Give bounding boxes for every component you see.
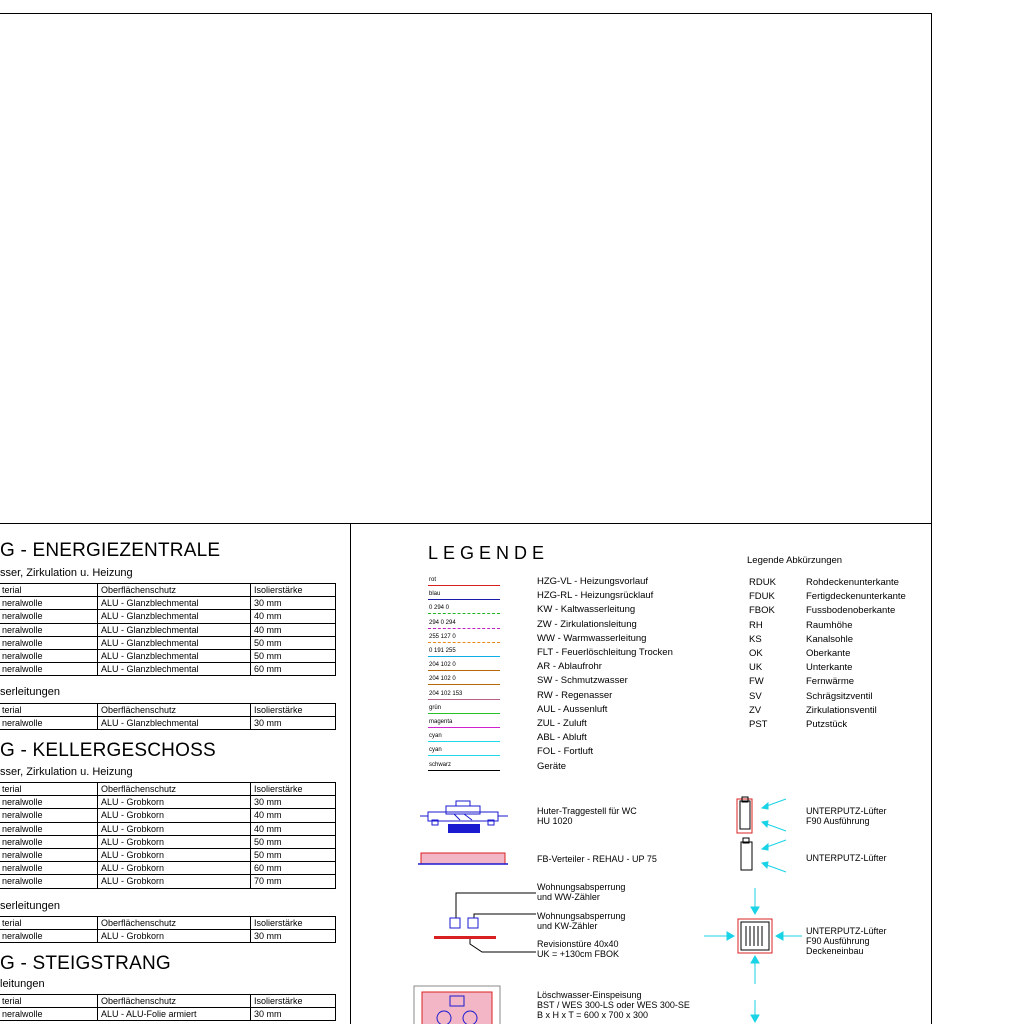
table-cell: ALU - Glanzblechmental xyxy=(98,623,251,636)
section-subtitle: serleitungen xyxy=(0,686,60,698)
section-title: G - KELLERGESCHOSS xyxy=(0,740,216,761)
table-row xyxy=(0,848,336,861)
abbreviation-item xyxy=(749,577,929,591)
legend-description: ABL - Abluft xyxy=(537,732,587,744)
wc-frame-label: Huter-Traggestell für WC HU 1020 xyxy=(537,806,637,826)
fire-water-inlet-symbol xyxy=(412,984,502,1024)
table-cell: neralwolle xyxy=(0,875,98,888)
legend-description: FLT - Feuerlöschleitung Trocken xyxy=(537,647,673,658)
table-cell: ALU - Grobkorn xyxy=(98,809,251,822)
table-cell: ALU - ALU-Folie armiert xyxy=(98,1008,251,1021)
table-cell: neralwolle xyxy=(0,717,98,730)
abbreviation-key: PST xyxy=(749,719,768,730)
insulation-table xyxy=(0,703,336,730)
frame-right-line xyxy=(931,13,932,1024)
legend-line-sample xyxy=(428,613,500,614)
table-cell: 30 mm xyxy=(251,930,336,943)
legend-title: LEGENDE xyxy=(428,543,550,563)
legend-line-sample xyxy=(428,770,500,771)
legend-line-sample xyxy=(428,713,500,714)
table-header-row xyxy=(0,917,336,930)
legend-item xyxy=(428,733,678,747)
legend-item xyxy=(428,662,678,676)
table-header-cell: Isolierstärke xyxy=(251,783,336,796)
table-header-cell: Isolierstärke xyxy=(251,917,336,930)
abbreviation-key: SV xyxy=(749,690,762,702)
section-subtitle: sser, Zirkulation u. Heizung xyxy=(0,766,133,778)
table-row xyxy=(0,597,336,610)
table-cell: neralwolle xyxy=(0,1008,98,1021)
table-cell: neralwolle xyxy=(0,610,98,623)
abbreviation-value: Unterkante xyxy=(806,662,853,674)
section-title: G - ENERGIEZENTRALE xyxy=(0,540,221,561)
fire-water-inlet-label: Löschwasser-Einspeisung BST / WES 300-LS oder WES 300-SE B x H x T = 600 x 700 x 300 xyxy=(537,990,690,1020)
legend-color-code: magenta xyxy=(429,719,453,725)
legend-color-code: 0 191 255 xyxy=(429,648,456,654)
table-header-cell: terial xyxy=(0,995,98,1008)
kw-shutoff-label: Wohnungsabsperrung und KW-Zähler xyxy=(537,911,626,931)
table-row xyxy=(0,875,336,888)
abbreviation-value: Fussbodenoberkante xyxy=(806,605,896,617)
table-cell: 30 mm xyxy=(251,796,336,809)
table-cell: ALU - Grobkorn xyxy=(98,822,251,835)
table-row xyxy=(0,796,336,809)
table-cell: 40 mm xyxy=(251,623,336,636)
section-subtitle: serleitungen xyxy=(0,900,60,912)
table-cell: neralwolle xyxy=(0,862,98,875)
legend-item xyxy=(428,591,678,605)
legend-line-sample xyxy=(428,755,500,756)
table-cell: 40 mm xyxy=(251,809,336,822)
legend-item xyxy=(428,648,678,662)
fan-ceiling-symbol xyxy=(704,888,804,1024)
apartment-shutoff-symbol xyxy=(430,888,540,958)
legend-description: Geräte xyxy=(537,760,567,772)
abbreviation-value: Kanalsohle xyxy=(806,633,854,645)
legend-item xyxy=(428,719,678,733)
abbreviation-item xyxy=(749,705,929,719)
wc-frame-symbol xyxy=(420,798,510,838)
abbreviation-value: Oberkante xyxy=(806,648,851,659)
table-cell: neralwolle xyxy=(0,796,98,809)
legend-description: AR - Ablaufrohr xyxy=(537,661,602,673)
table-cell: ALU - Glanzblechmental xyxy=(98,717,251,730)
legend-color-code: blau xyxy=(429,591,441,598)
table-header-cell: Oberflächenschutz xyxy=(98,704,251,717)
insulation-table xyxy=(0,994,336,1021)
legend-color-code: 294 0 294 xyxy=(429,619,456,626)
table-header-row xyxy=(0,783,336,796)
table-cell: 40 mm xyxy=(251,610,336,623)
table-cell: neralwolle xyxy=(0,597,98,610)
frame-divider-vertical xyxy=(350,523,351,1024)
legend-description: SW - Schmutzwasser xyxy=(537,675,628,687)
abbreviation-item xyxy=(749,719,929,733)
fan-f90-symbol xyxy=(734,795,794,835)
table-cell: ALU - Grobkorn xyxy=(98,862,251,875)
fan-label: UNTERPUTZ-Lüfter xyxy=(806,853,887,863)
fan-ceiling-label: UNTERPUTZ-Lüfter F90 Ausführung Deckeneinbau xyxy=(806,926,887,956)
legend-color-code: schwarz xyxy=(429,761,452,768)
legend-item xyxy=(428,605,678,619)
insulation-table xyxy=(0,916,336,943)
legend-line-sample xyxy=(428,727,500,728)
table-cell: neralwolle xyxy=(0,636,98,649)
legend-line-sample xyxy=(428,684,500,685)
legend-item xyxy=(428,691,678,705)
table-cell: neralwolle xyxy=(0,835,98,848)
table-header-cell: Isolierstärke xyxy=(251,995,336,1008)
table-cell: neralwolle xyxy=(0,848,98,861)
abbreviation-key: OK xyxy=(749,648,763,659)
legend-description: KW - Kaltwasserleitung xyxy=(537,604,636,616)
legend-description: ZW - Zirkulationsleitung xyxy=(537,618,637,630)
legend-color-code: 204 102 153 xyxy=(429,690,463,697)
table-cell: 50 mm xyxy=(251,835,336,848)
table-header-cell: Isolierstärke xyxy=(251,704,336,717)
abbreviation-title: Legende Abkürzungen xyxy=(747,555,843,566)
section-subtitle: sser, Zirkulation u. Heizung xyxy=(0,567,133,579)
legend-item xyxy=(428,676,678,690)
floor-heating-manifold-label: FB-Verteiler - REHAU - UP 75 xyxy=(537,854,657,864)
abbreviation-key: UK xyxy=(749,662,763,674)
legend-line-sample xyxy=(428,670,500,671)
ww-shutoff-label: Wohnungsabsperrung und WW-Zähler xyxy=(537,882,626,902)
table-header-cell: Oberflächenschutz xyxy=(98,783,251,796)
table-cell: neralwolle xyxy=(0,649,98,662)
legend-item xyxy=(428,762,678,776)
table-row xyxy=(0,930,336,943)
legend-item xyxy=(428,705,678,719)
legend-line-sample xyxy=(428,642,500,643)
abbreviation-key: ZV xyxy=(749,704,762,716)
table-cell: ALU - Glanzblechmental xyxy=(98,636,251,649)
table-row xyxy=(0,1008,336,1021)
table-cell: 30 mm xyxy=(251,597,336,610)
table-cell: 70 mm xyxy=(251,875,336,888)
table-header-cell: Oberflächenschutz xyxy=(98,917,251,930)
table-cell: ALU - Grobkorn xyxy=(98,930,251,943)
abbreviation-key: FW xyxy=(749,676,764,688)
frame-divider-horizontal xyxy=(0,523,931,524)
legend-line-sample xyxy=(428,699,500,700)
legend-color-code: cyan xyxy=(429,747,442,754)
section-title: G - STEIGSTRANG xyxy=(0,953,171,974)
legend-item xyxy=(428,747,678,761)
legend-description: RW - Regenasser xyxy=(537,689,613,701)
abbreviation-item xyxy=(749,691,929,705)
table-cell: ALU - Grobkorn xyxy=(98,875,251,888)
table-row xyxy=(0,663,336,676)
table-row xyxy=(0,717,336,730)
table-cell: 50 mm xyxy=(251,636,336,649)
legend-line-sample xyxy=(428,585,500,586)
table-header-cell: Isolierstärke xyxy=(251,584,336,597)
legend-description: WW - Warmwasserleitung xyxy=(537,632,647,644)
abbreviation-item xyxy=(749,676,929,690)
table-cell: neralwolle xyxy=(0,623,98,636)
abbreviation-item xyxy=(749,620,929,634)
abbreviation-key: RDUK xyxy=(749,577,776,588)
legend-color-code: 0 294 0 xyxy=(429,605,450,612)
abbreviation-value: Fernwärme xyxy=(806,676,855,688)
insulation-table xyxy=(0,583,336,676)
table-cell: neralwolle xyxy=(0,663,98,676)
table-row xyxy=(0,822,336,835)
legend-color-code: 204 102 0 xyxy=(429,662,456,669)
table-header-cell: terial xyxy=(0,783,98,796)
table-cell: ALU - Glanzblechmental xyxy=(98,597,251,610)
table-header-cell: terial xyxy=(0,704,98,717)
abbreviation-item xyxy=(749,605,929,619)
abbreviation-value: Raumhöhe xyxy=(806,619,853,631)
table-row xyxy=(0,835,336,848)
table-header-row xyxy=(0,584,336,597)
table-cell: ALU - Grobkorn xyxy=(98,848,251,861)
abbreviation-value: Putzstück xyxy=(806,719,848,730)
legend-item xyxy=(428,577,678,591)
table-row xyxy=(0,610,336,623)
legend-description: ZUL - Zuluft xyxy=(537,718,587,729)
table-cell: ALU - Glanzblechmental xyxy=(98,610,251,623)
table-cell: 60 mm xyxy=(251,862,336,875)
table-row xyxy=(0,862,336,875)
abbreviation-key: RH xyxy=(749,619,763,631)
table-cell: neralwolle xyxy=(0,809,98,822)
fan-symbol xyxy=(734,838,794,874)
abbreviation-item xyxy=(749,662,929,676)
frame-top-line xyxy=(0,13,931,14)
table-cell: 50 mm xyxy=(251,649,336,662)
table-cell: ALU - Glanzblechmental xyxy=(98,663,251,676)
table-cell: ALU - Glanzblechmental xyxy=(98,649,251,662)
legend-color-code: 255 127 0 xyxy=(429,633,456,640)
legend-description: HZG-RL - Heizungsrücklauf xyxy=(537,590,654,602)
table-cell: neralwolle xyxy=(0,930,98,943)
legend-line-sample xyxy=(428,656,500,657)
legend-description: HZG-VL - Heizungsvorlauf xyxy=(537,576,649,587)
legend-line-sample xyxy=(428,628,500,629)
abbreviation-item xyxy=(749,648,929,662)
table-cell: 30 mm xyxy=(251,1008,336,1021)
table-cell: 40 mm xyxy=(251,822,336,835)
abbreviation-value: Zirkulationsventil xyxy=(806,704,877,716)
legend-line-sample xyxy=(428,599,500,600)
abbreviation-item xyxy=(749,591,929,605)
table-header-cell: Oberflächenschutz xyxy=(98,995,251,1008)
table-row xyxy=(0,636,336,649)
abbreviation-key: FBOK xyxy=(749,605,775,617)
legend-color-code: grün xyxy=(429,704,442,711)
table-cell: 60 mm xyxy=(251,663,336,676)
abbreviation-value: Schrägsitzventil xyxy=(806,690,873,702)
table-header-cell: Oberflächenschutz xyxy=(98,584,251,597)
legend-line-sample xyxy=(428,741,500,742)
revision-door-label: Revisionstüre 40x40 UK = +130cm FBOK xyxy=(537,939,620,959)
table-header-cell: terial xyxy=(0,917,98,930)
fan-f90-label: UNTERPUTZ-Lüfter F90 Ausführung xyxy=(806,806,887,826)
table-row xyxy=(0,809,336,822)
legend-item xyxy=(428,634,678,648)
legend-color-code: cyan xyxy=(429,733,442,740)
floor-heating-manifold-symbol xyxy=(418,851,510,867)
table-header-cell: terial xyxy=(0,584,98,597)
table-cell: ALU - Grobkorn xyxy=(98,835,251,848)
table-cell: 50 mm xyxy=(251,848,336,861)
table-row xyxy=(0,649,336,662)
abbreviation-key: FDUK xyxy=(749,591,775,603)
table-row xyxy=(0,623,336,636)
table-cell: neralwolle xyxy=(0,822,98,835)
abbreviation-value: Fertigdeckenunterkante xyxy=(806,591,906,603)
table-cell: ALU - Grobkorn xyxy=(98,796,251,809)
insulation-table xyxy=(0,782,336,889)
legend-color-code: rot xyxy=(429,577,437,583)
legend-color-code: 204 102 0 xyxy=(429,676,456,683)
legend-item xyxy=(428,620,678,634)
abbreviation-value: Rohdeckenunterkante xyxy=(806,577,899,588)
table-header-row xyxy=(0,704,336,717)
table-header-row xyxy=(0,995,336,1008)
section-subtitle: leitungen xyxy=(0,978,45,990)
legend-description: AUL - Aussenluft xyxy=(537,703,608,715)
abbreviation-key: KS xyxy=(749,633,762,645)
legend-description: FOL - Fortluft xyxy=(537,746,594,758)
abbreviation-item xyxy=(749,634,929,648)
table-cell: 30 mm xyxy=(251,717,336,730)
